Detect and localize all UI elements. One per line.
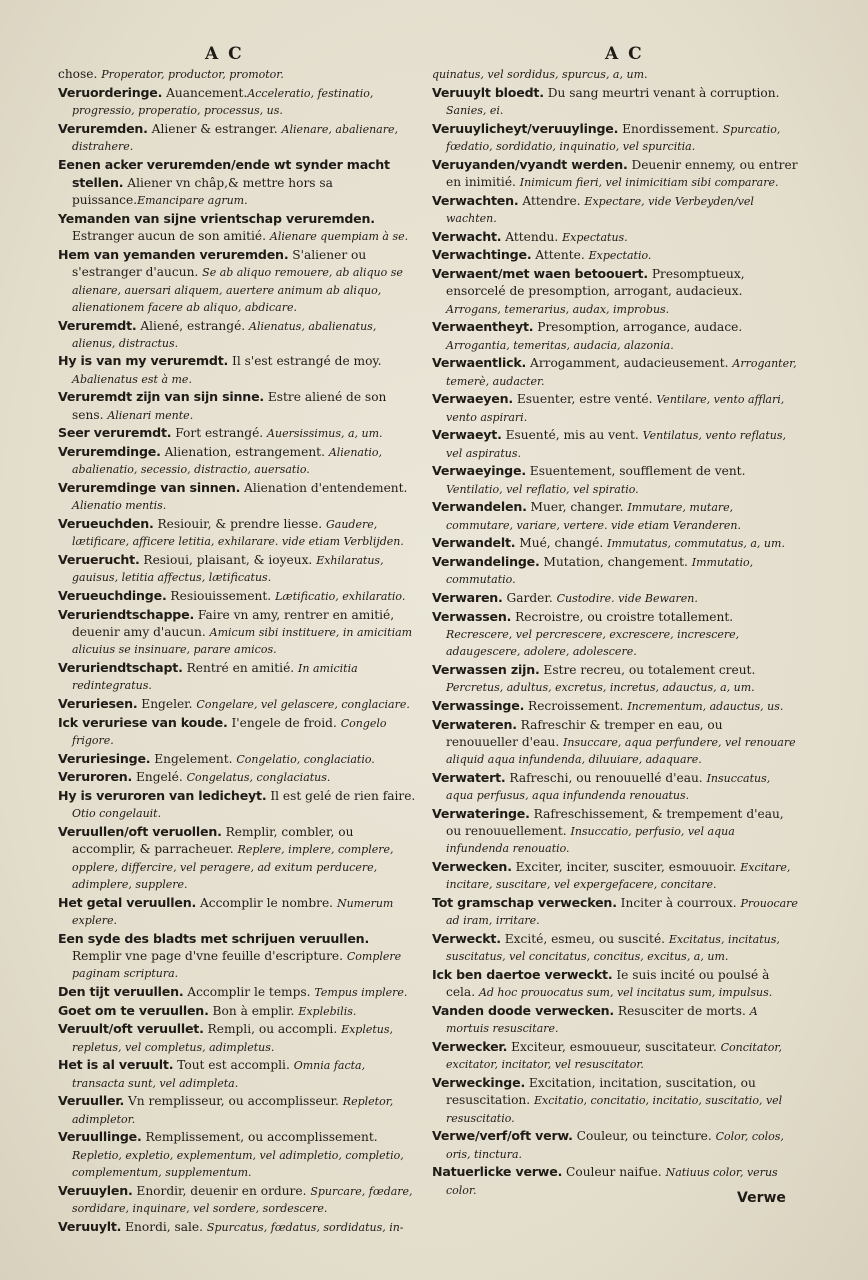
french-gloss: Esuentement, soufflement de vent. [525, 464, 746, 479]
headword: Veruremdinge van sinnen. [58, 480, 241, 496]
latin-gloss: Insuccare, aqua perfundere, vel renouare aliquid aqua infundenda, diluuiare, adaquare. [446, 735, 796, 767]
headword: Veruremdinge. [58, 444, 161, 460]
latin-gloss: Expletus, repletus, vel completus, adimpletus. [72, 1023, 394, 1054]
dictionary-entry [58, 317, 420, 353]
left-column [58, 66, 420, 1236]
dictionary-entry [432, 1038, 798, 1074]
french-gloss: Deuenir ennemy, ou entrer en inimitié. [446, 157, 798, 189]
latin-gloss: Excitatio, concitatio, incitatio, suscitatio, vel resuscitatio. [446, 1094, 783, 1125]
dictionary-entry [432, 716, 798, 769]
latin-gloss: Percretus, adultus, excretus, incretus, adauctus, a, um. [446, 681, 755, 695]
dictionary-entry [58, 983, 420, 1001]
french-gloss: Presomptueux, ensorcelé de presomption, arrogant, audacieux. [446, 267, 745, 299]
latin-gloss: Ventilatio, vel reflatio, vel spiratio. [446, 482, 639, 496]
latin-gloss: Explebilis. [298, 1004, 357, 1018]
latin-gloss: Omnia facta, transacta sunt, vel adimpleta. [72, 1059, 366, 1090]
dictionary-entry [58, 210, 420, 246]
latin-gloss: Ad hoc prouocatus sum, vel incitatus sum, impulsus. [478, 986, 773, 1000]
french-gloss: Il est gelé de rien faire. [266, 789, 416, 804]
dictionary-entry [58, 246, 420, 316]
dictionary-entry [432, 354, 798, 390]
french-gloss: Recroissement. [524, 698, 628, 713]
latin-gloss: quinatus, vel sordidus, spurcus, a, um. [432, 68, 648, 81]
french-gloss: Enordir, deuenir en ordure. [132, 1183, 311, 1198]
dictionary-entry [58, 66, 420, 83]
latin-gloss: Custodire. vide Bewaren. [556, 591, 698, 605]
latin-gloss: Alienare, abalienare, distrahere. [72, 122, 399, 153]
headword: Verwandelinge. [432, 553, 540, 569]
dictionary-entry [432, 498, 798, 534]
dictionary-entry [58, 1128, 420, 1181]
french-gloss: Estre recreu, ou totalement creut. [539, 662, 756, 677]
dictionary-entry [432, 805, 798, 858]
dictionary-entry [58, 606, 420, 659]
dictionary-entry [432, 1127, 798, 1163]
latin-gloss: Sanies, ei. [446, 103, 504, 117]
headword: Het getal veruullen. [58, 894, 197, 910]
headword: Ick ben daertoe verweckt. [432, 967, 613, 982]
dictionary-entry [432, 534, 798, 552]
latin-gloss: Amicum sibi instituere, in amicitiam alicuius se insinuare, parare amicos. [72, 626, 413, 657]
latin-gloss: Congelatus, conglaciatus. [186, 771, 331, 785]
running-header-right: A C [605, 44, 644, 64]
dictionary-entry [58, 443, 420, 479]
dictionary-entry [58, 1020, 420, 1056]
latin-gloss: Immutatus, commutatus, a, um. [607, 537, 785, 551]
french-gloss: S'aliener ou s'estranger d'aucun. [72, 247, 367, 280]
headword: Veruuylt. [58, 1218, 122, 1234]
latin-gloss: Emancipare agrum. [137, 194, 248, 208]
french-gloss: Fort estrangé. [171, 426, 268, 441]
dictionary-entry [58, 120, 420, 156]
latin-gloss: Spurcatio, fœdatio, sordidatio, inquinatio, vel spurcitia. [446, 122, 781, 153]
french-gloss: Engelé. [132, 770, 187, 785]
headword: Het is al veruult. [58, 1057, 174, 1073]
french-gloss: Tout est accompli. [173, 1058, 294, 1073]
headword: Goet om te veruullen. [58, 1002, 209, 1018]
french-gloss: chose. [58, 67, 102, 81]
headword: Veruult/oft veruullet. [58, 1021, 204, 1037]
french-gloss: Rafreschir & tremper en eau, ou renouueller d'eau. [446, 717, 723, 749]
latin-gloss: Expectatio. [588, 249, 652, 263]
right-column [432, 66, 798, 1199]
dictionary-entry [58, 388, 420, 424]
dictionary-entry [58, 587, 420, 605]
headword: Verwachtinge. [432, 247, 532, 263]
headword: Veruuylt bloedt. [432, 84, 544, 100]
french-gloss: Engelement. [150, 751, 237, 766]
headword: Tot gramschap verwecken. [432, 895, 617, 911]
headword: Veruuylicheyt/veruuylinge. [432, 120, 619, 136]
headword: Veruuylen. [58, 1182, 133, 1198]
latin-gloss: Tempus implere. [314, 985, 408, 999]
headword: Verueuchdinge. [58, 588, 167, 604]
latin-gloss: Excitare, incitare, suscitare, vel expergefacere, concitare. [446, 861, 791, 892]
french-gloss: Vn remplisseur, ou accomplisseur. [124, 1094, 343, 1109]
dictionary-entry [58, 930, 420, 983]
headword: Verwachten. [432, 192, 519, 208]
french-gloss: Remplir, combler, ou accomplir, & parracheuer. [72, 825, 354, 857]
dictionary-entry [58, 424, 420, 442]
headword: Veruullen/oft veruollen. [58, 824, 222, 840]
french-gloss: Resiouissement. [166, 589, 276, 604]
latin-gloss: Gaudere, lætificare, afficere letitia, exhilarare. vide etiam Verblijden. [72, 518, 404, 549]
headword: Verwe/verf/oft verw. [432, 1128, 573, 1144]
french-gloss: Attente. [531, 248, 589, 263]
french-gloss: Exciteur, esmouueur, suscitateur. [507, 1039, 721, 1054]
dictionary-entry [432, 589, 798, 607]
headword: Veruroren. [58, 769, 133, 785]
french-gloss: Faire vn amy, rentrer en amitié, deuenir amy d'aucun. [72, 607, 395, 640]
latin-gloss: Arrogantia, temeritas, audacia, alazonia. [446, 338, 674, 352]
headword: Veruullinge. [58, 1129, 142, 1145]
french-gloss: Recroistre, ou croistre totallement. [511, 609, 734, 624]
latin-gloss: Exhilaratus, gauisus, letitia affectus, lætificatus. [72, 554, 384, 585]
latin-gloss: Expectare, vide Verbeyden/vel wachten. [446, 194, 754, 225]
headword: Verwateringe. [432, 805, 530, 821]
latin-gloss: Replere, implere, complere, opplere, differcire, vel peragere, ad exitum perducere, adimplere, supplere. [72, 843, 394, 891]
french-gloss: Resusciter de morts. [614, 1003, 750, 1018]
french-gloss: Aliené, estrangé. [136, 318, 250, 333]
dictionary-entry [432, 84, 798, 120]
latin-gloss: Alienatio, abalienatio, secessio, distractio, auersatio. [72, 446, 383, 477]
latin-gloss: Immutatio, commutatio. [446, 555, 754, 587]
french-gloss: Auancement. [162, 85, 248, 100]
french-gloss: Alienation, estrangement. [160, 445, 329, 460]
french-gloss: Du sang meurtri venant à corruption. [543, 85, 780, 100]
latin-gloss: Auersissimus, a, um. [267, 427, 383, 441]
latin-gloss: Repletor, adimpletor. [72, 1095, 394, 1126]
latin-gloss: Ventilare, vento afflari, vento aspirari. [446, 393, 785, 424]
dictionary-entry [432, 697, 798, 715]
french-gloss: Couleur naifue. [562, 1165, 666, 1180]
french-gloss: Presomption, arrogance, audace. [533, 320, 743, 335]
french-gloss: Alienation d'entendement. [240, 481, 408, 496]
dictionary-entry [432, 1002, 798, 1038]
dictionary-entry [58, 1218, 420, 1236]
headword: Veruriendtschapt. [58, 660, 183, 676]
headword: Veruriesinge. [58, 750, 151, 766]
latin-gloss: Spurcatus, fœdatus, sordidatus, in- [206, 1220, 404, 1234]
headword: Verwatert. [432, 769, 506, 785]
dictionary-entry [58, 750, 420, 768]
french-gloss: Rafreschissement, & trempement d'eau, ou renouuellement. [446, 806, 784, 839]
latin-gloss: In amicitia redintegratus. [72, 662, 358, 693]
french-gloss: Enordissement. [618, 121, 723, 136]
dictionary-entry [432, 426, 798, 462]
dictionary-entry [432, 769, 798, 805]
headword: Hy is veruroren van ledicheyt. [58, 788, 267, 804]
dictionary-entry [432, 265, 798, 318]
headword: Seer veruremdt. [58, 425, 172, 441]
catchword: Verwe [737, 1190, 786, 1206]
headword: Vanden doode verwecken. [432, 1002, 615, 1018]
headword: Veruriendtschappe. [58, 606, 195, 622]
french-gloss: Excitation, incitation, suscitation, ou resuscitation. [446, 1075, 756, 1108]
dictionary-entry [58, 352, 420, 388]
french-gloss: Aliener & estranger. [147, 121, 282, 136]
dictionary-entry [432, 390, 798, 426]
french-gloss: Estranger aucun de son amitié. [72, 229, 270, 244]
french-gloss: Bon à emplir. [208, 1003, 299, 1018]
running-header-left: A C [205, 44, 244, 64]
headword: Verwaentheyt. [432, 319, 534, 335]
latin-gloss: Complere paginam scriptura. [72, 949, 402, 981]
headword: Verwassen zijn. [432, 661, 540, 677]
dictionary-entry [58, 714, 420, 750]
french-gloss: Exciter, inciter, susciter, esmouuoir. [511, 860, 741, 875]
latin-gloss: Se ab aliquo remouere, ab aliquo se alienare, auersari aliquem, auertere animum ab aliquo, alienationem facere ab aliquo, abdicare. [72, 266, 403, 314]
french-gloss: Rentré en amitié. [182, 661, 299, 676]
latin-gloss: Abalienatus est à me. [72, 372, 192, 386]
french-gloss: Rafreschi, ou renouuellé d'eau. [505, 770, 707, 785]
french-gloss: Accomplir le temps. [183, 984, 315, 999]
headword: Verwaeyt. [432, 427, 502, 443]
dictionary-entry [432, 1074, 798, 1127]
dictionary-entry [58, 787, 420, 823]
french-gloss: Rempli, ou accompli. [203, 1022, 342, 1037]
dictionary-entry [58, 1092, 420, 1128]
latin-gloss: Inimicum fieri, vel inimicitiam sibi comparare. [519, 175, 779, 189]
latin-gloss: Lætificatio, exhilaratio. [275, 590, 406, 604]
french-gloss: Estre aliené de son sens. [72, 390, 387, 422]
dictionary-entry [58, 515, 420, 551]
french-gloss: Mué, changé. [515, 536, 608, 551]
latin-gloss: Repletio, expletio, explementum, vel adimpletio, completio, complementum, supplementum. [72, 1148, 404, 1179]
headword: Verwateren. [432, 716, 517, 732]
french-gloss: Excité, esmeu, ou suscité. [500, 932, 669, 947]
dictionary-entry [432, 120, 798, 156]
dictionary-entry [432, 553, 798, 589]
latin-gloss: Concitator, excitator, incitator, vel resuscitator. [446, 1040, 782, 1072]
french-gloss: Resioui, plaisant, & ioyeux. [139, 553, 317, 568]
headword: Veruremdt. [58, 317, 137, 333]
headword: Hem van yemanden veruremden. [58, 246, 289, 262]
headword: Verwaren. [432, 589, 503, 605]
headword: Verwaentlick. [432, 355, 527, 371]
dictionary-entry [58, 894, 420, 930]
french-gloss: Ie suis incité ou poulsé à cela. [446, 968, 770, 1000]
latin-gloss: Numerum explere. [72, 896, 394, 927]
latin-gloss: Otio congelauit. [72, 807, 162, 821]
french-gloss: Resiouir, & prendre liesse. [153, 517, 326, 532]
latin-gloss: Properator, productor, promotor. [101, 68, 284, 81]
latin-gloss: Spurcare, fœdare, sordidare, inquinare, vel sordere, sordescere. [72, 1184, 413, 1215]
headword: Verwacht. [432, 228, 502, 244]
french-gloss: Esuenter, estre venté. [513, 392, 657, 407]
dictionary-entry [58, 551, 420, 587]
latin-gloss: Alienare quempiam à se. [269, 230, 409, 244]
headword: Eenen acker veruremden/ende wt synder macht stellen. [58, 156, 390, 190]
headword: Verweckt. [432, 931, 501, 947]
latin-gloss: Insuccatus, aqua perfusus, aqua infundenda renouatus. [446, 771, 771, 803]
headword: Hy is van my veruremdt. [58, 353, 229, 369]
french-gloss: Arrogamment, audacieusement. [526, 356, 733, 371]
dictionary-entry [58, 695, 420, 713]
dictionary-entry [432, 318, 798, 354]
headword: Veruerucht. [58, 552, 140, 568]
dictionary-entry [432, 66, 798, 83]
french-gloss: Accomplir le nombre. [196, 895, 337, 910]
dictionary-entry [432, 192, 798, 228]
french-gloss: Mutation, changement. [539, 554, 692, 569]
dictionary-entry [58, 84, 420, 120]
dictionary-entry [58, 1056, 420, 1092]
latin-gloss: Natiuus color, verus color. [446, 1166, 778, 1197]
dictionary-entry [432, 462, 798, 498]
latin-gloss: Ventilatus, vento reflatus, vel aspiratus. [446, 429, 787, 460]
dictionary-entry [58, 1002, 420, 1020]
latin-gloss: Congelo frigore. [72, 716, 387, 748]
headword: Veruorderinge. [58, 84, 163, 100]
french-gloss: Attendu. [501, 229, 563, 244]
dictionary-entry [58, 156, 420, 210]
headword: Verwandelt. [432, 535, 516, 551]
dictionary-entry [432, 858, 798, 894]
dictionary-entry [58, 479, 420, 515]
french-gloss: Esuenté, mis au vent. [501, 428, 643, 443]
french-gloss: Garder. [502, 590, 557, 605]
headword: Verwaent/met waen betoouert. [432, 266, 648, 281]
headword: Veruremdt zijn van sijn sinne. [58, 389, 264, 405]
latin-gloss: Alienari mente. [107, 408, 194, 422]
headword: Verueuchden. [58, 516, 154, 532]
french-gloss: Inciter à courroux. [616, 896, 741, 911]
latin-gloss: Alienatus, abalienatus, alienus, distractus. [72, 319, 377, 350]
headword: Veruyanden/vyandt werden. [432, 156, 628, 172]
latin-gloss: Incrementum, adauctus, us. [627, 699, 784, 713]
french-gloss: Couleur, ou teincture. [572, 1129, 716, 1144]
dictionary-entry [58, 768, 420, 786]
headword: Een syde des bladts met schrijuen veruullen. [58, 930, 370, 946]
dictionary-entry [58, 659, 420, 695]
latin-gloss: Immutare, mutare, commutare, variare, vertere. vide etiam Veranderen. [446, 501, 741, 532]
dictionary-entry [432, 930, 798, 966]
headword: Veruriesen. [58, 696, 138, 712]
dictionary-entry [432, 894, 798, 930]
headword: Verwassen. [432, 608, 512, 624]
latin-gloss: Congelatio, conglaciatio. [236, 752, 375, 766]
latin-gloss: Congelare, vel gelascere, conglaciare. [196, 698, 410, 712]
latin-gloss: Recrescere, vel percrescere, excrescere, increscere, adaugescere, adolere, adolescere. [446, 627, 740, 659]
headword: Veruremden. [58, 120, 148, 136]
dictionary-entry [58, 823, 420, 893]
headword: Verwaeyen. [432, 391, 513, 407]
latin-gloss: A mortuis resuscitare. [446, 1004, 758, 1036]
headword: Ick veruriese van koude. [58, 714, 228, 730]
french-gloss: Attendre. [518, 193, 585, 208]
latin-gloss: Prouocare ad iram, irritare. [446, 897, 798, 928]
headword: Verweckinge. [432, 1074, 526, 1090]
headword: Den tijt veruullen. [58, 983, 184, 999]
headword: Yemanden van sijne vrientschap veruremden. [58, 210, 375, 226]
dictionary-entry [58, 1182, 420, 1218]
dictionary-entry [432, 246, 798, 264]
french-gloss: Remplir vne page d'vne feuille d'escripture. [72, 948, 347, 963]
latin-gloss: Acceleratio, festinatio, progressio, properatio, processus, us. [72, 86, 374, 117]
latin-gloss: Expectatus. [562, 230, 628, 244]
latin-gloss: Excitatus, incitatus, suscitatus, vel concitatus, concitus, excitus, a, um. [446, 933, 780, 964]
latin-gloss: Insuccatio, perfusio, vel aqua infundenda renouatio. [446, 825, 735, 856]
headword: Verwaeyinge. [432, 463, 526, 479]
french-gloss: Remplissement, ou accomplissement. [141, 1130, 378, 1145]
headword: Verwecken. [432, 859, 512, 875]
french-gloss: Muer, changer. [526, 500, 628, 515]
headword: Natuerlicke verwe. [432, 1164, 563, 1180]
latin-gloss: Alienatio mentis. [72, 499, 167, 513]
dictionary-entry [432, 228, 798, 246]
french-gloss: Aliener vn châp,& mettre hors sa puissance. [72, 175, 333, 208]
headword: Veruuller. [58, 1093, 125, 1109]
latin-gloss: Arroganter, temerè, audacter. [446, 357, 797, 388]
latin-gloss: Color, colos, oris, tinctura. [446, 1130, 784, 1161]
headword: Verwecker. [432, 1038, 508, 1054]
french-gloss: Il s'est estrangé de moy. [228, 354, 382, 369]
latin-gloss: Arrogans, temerarius, audax, improbus. [446, 302, 670, 316]
french-gloss: I'engele de froid. [227, 715, 341, 730]
dictionary-entry [432, 608, 798, 661]
dictionary-entry [432, 156, 798, 192]
french-gloss: Engeler. [137, 697, 197, 712]
headword: Verwassinge. [432, 697, 525, 713]
dictionary-entry [432, 661, 798, 697]
french-gloss: Enordi, sale. [121, 1219, 207, 1234]
dictionary-entry [432, 966, 798, 1002]
headword: Verwandelen. [432, 499, 527, 515]
